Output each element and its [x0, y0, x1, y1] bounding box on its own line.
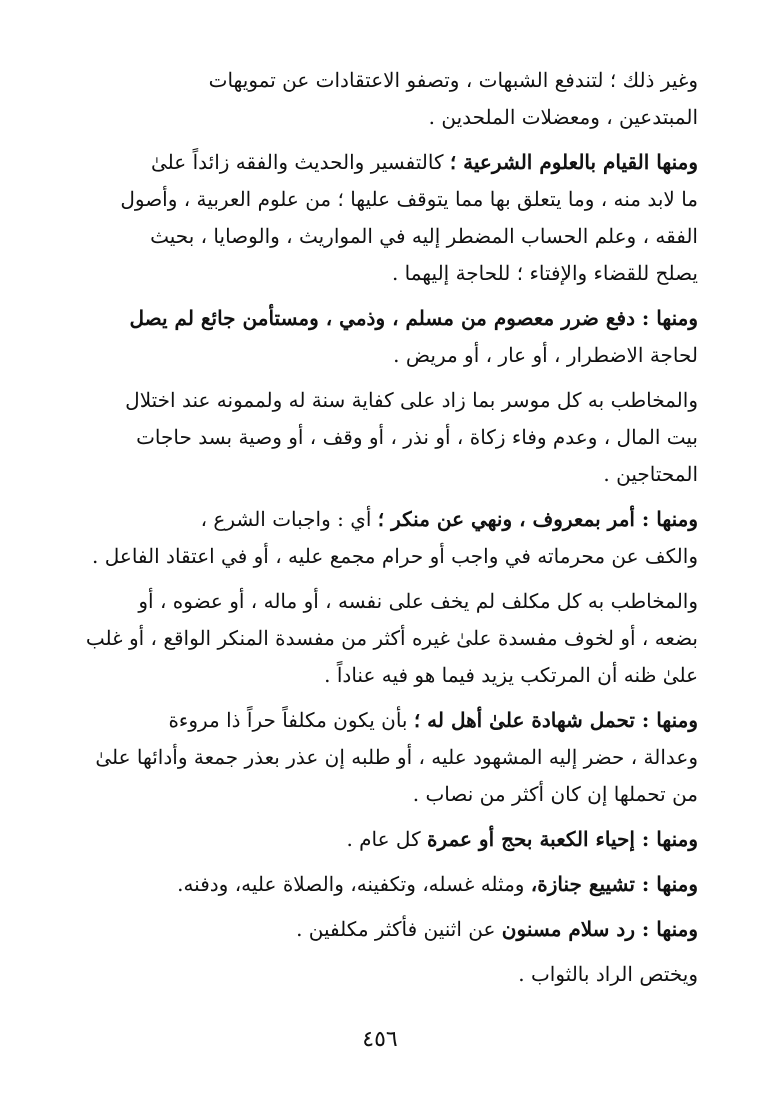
- text-segment: الفقه ، وعلم الحساب المضطر إليه في المواريث ، والوصايا ، بحيث: [150, 224, 698, 248]
- body-text: [60, 62, 698, 993]
- bold-heading-segment: ومنها : رد سلام مسنون: [501, 917, 698, 941]
- text-segment: أي : واجبات الشرع ،: [200, 507, 378, 531]
- text-line: [60, 956, 698, 993]
- paragraph: [60, 866, 698, 903]
- text-segment: بيت المال ، وعدم وفاء زكاة ، أو نذر ، أو وقف ، أو وصية بسد حاجات: [136, 425, 698, 449]
- paragraph: [60, 821, 698, 858]
- text-segment: علىٰ ظنه أن المرتكب يزيد فيما هو فيه عناداً .: [324, 663, 698, 687]
- bold-heading-segment: ومنها : دفع ضرر معصوم من مسلم ، وذمي ، ومستأمن جائع لم يصل: [129, 306, 698, 330]
- page-number: ٤٥٦: [362, 1027, 398, 1052]
- text-segment: بضعه ، أو لخوف مفسدة علىٰ غيره أكثر من مفسدة المنكر الواقع ، أو غلب: [85, 626, 698, 650]
- text-line: [60, 300, 698, 337]
- text-line: [60, 181, 698, 218]
- bold-heading-segment: ومنها : أمر بمعروف ، ونهي عن منكر ؛: [377, 507, 698, 531]
- text-line: [60, 144, 698, 181]
- text-line: [60, 776, 698, 813]
- text-line: [60, 382, 698, 419]
- text-segment: كالتفسير والحديث والفقه زائداً علىٰ: [151, 150, 450, 174]
- bold-heading-segment: ومنها : تشييع جنازة،: [530, 872, 698, 896]
- paragraph: [60, 62, 698, 136]
- text-segment: ومثله غسله، وتكفينه، والصلاة عليه، ودفنه.: [177, 872, 531, 896]
- text-line: [60, 702, 698, 739]
- text-line: [60, 419, 698, 456]
- paragraph: [60, 956, 698, 993]
- paragraph: [60, 144, 698, 292]
- text-segment: وعدالة ، حضر إليه المشهود عليه ، أو طلبه إن عذر بعذر جمعة وأدائها علىٰ: [95, 745, 698, 769]
- text-segment: عن اثنين فأكثر مكلفين .: [296, 917, 502, 941]
- text-line: [60, 337, 698, 374]
- text-segment: والكف عن محرماته في واجب أو حرام مجمع عليه ، أو في اعتقاد الفاعل .: [92, 544, 698, 568]
- text-segment: ويختص الراد بالثواب .: [518, 962, 698, 986]
- text-line: [60, 538, 698, 575]
- text-line: [60, 99, 698, 136]
- text-segment: المحتاجين .: [603, 462, 698, 486]
- paragraph: [60, 300, 698, 374]
- paragraph: [60, 583, 698, 694]
- text-line: [60, 456, 698, 493]
- text-line: [60, 218, 698, 255]
- bold-heading-segment: ومنها : تحمل شهادة علىٰ أهل له ؛: [413, 708, 698, 732]
- text-segment: لحاجة الاضطرار ، أو عار ، أو مريض .: [393, 343, 698, 367]
- text-segment: بأن يكون مكلفاً حراً ذا مروءة: [168, 708, 414, 732]
- text-line: [60, 657, 698, 694]
- text-line: [60, 620, 698, 657]
- text-line: [60, 911, 698, 948]
- paragraph: [60, 702, 698, 813]
- text-line: [60, 583, 698, 620]
- text-segment: وغير ذلك ؛ لتندفع الشبهات ، وتصفو الاعتقادات عن تمويهات: [208, 68, 698, 92]
- paragraph: [60, 382, 698, 493]
- text-line: [60, 866, 698, 903]
- paragraph: [60, 501, 698, 575]
- text-line: [60, 739, 698, 776]
- paragraph: [60, 911, 698, 948]
- bold-heading-segment: ومنها القيام بالعلوم الشرعية ؛: [449, 150, 698, 174]
- text-line: [60, 255, 698, 292]
- text-segment: يصلح للقضاء والإفتاء ؛ للحاجة إليهما .: [391, 261, 698, 285]
- text-segment: من تحملها إن كان أكثر من نصاب .: [412, 782, 698, 806]
- text-line: [60, 501, 698, 538]
- text-segment: والمخاطب به كل مكلف لم يخف على نفسه ، أو ماله ، أو عضوه ، أو: [138, 589, 698, 613]
- text-segment: كل عام .: [346, 827, 427, 851]
- text-segment: والمخاطب به كل موسر بما زاد على كفاية سنة له ولممونه عند اختلال: [125, 388, 698, 412]
- bold-heading-segment: ومنها : إحياء الكعبة بحج أو عمرة: [426, 827, 698, 851]
- text-line: [60, 821, 698, 858]
- text-line: [60, 62, 698, 99]
- text-segment: المبتدعين ، ومعضلات الملحدين .: [428, 105, 698, 129]
- text-segment: ما لابد منه ، وما يتعلق بها مما يتوقف عليها ؛ من علوم العربية ، وأصول: [120, 187, 698, 211]
